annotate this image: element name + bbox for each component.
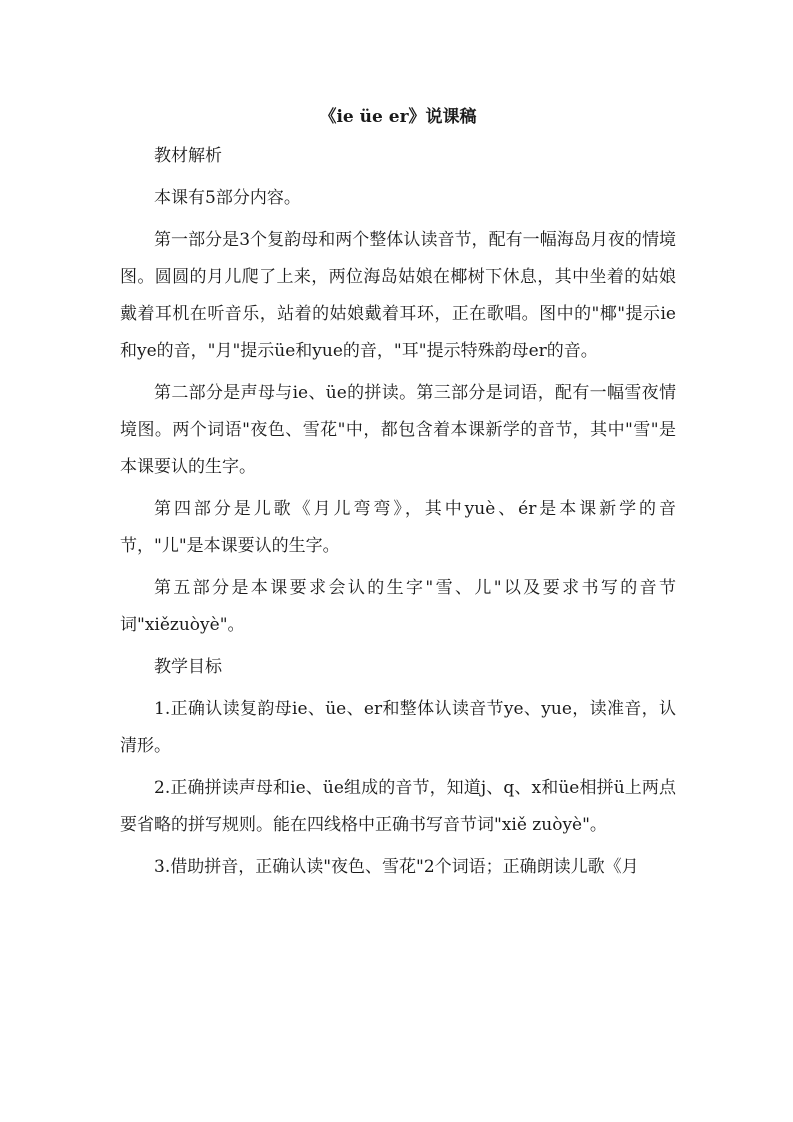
section-heading-teaching-goals: 教学目标 — [154, 657, 222, 677]
goal-item: 2.正确拼读声母和ie、üe组成的音节，知道j、q、x和üe相拼ü上两点要省略的拼写规则。能在四线格中正确书写音节词"xiě zuòyè"。 — [120, 778, 676, 835]
paragraph: 第五部分是本课要求会认的生字"雪、儿"以及要求书写的音节词"xiězuòyè"。 — [120, 578, 676, 635]
paragraph: 本课有5部分内容。 — [154, 188, 301, 208]
paragraph: 第四部分是儿歌《月儿弯弯》，其中yuè、ér是本课新学的音节，"儿"是本课要认的生字。 — [120, 499, 676, 556]
document-content — [120, 100, 676, 891]
document-title: 《ie üe er》说课稿 — [319, 107, 477, 127]
goal-item: 3.借助拼音，正确认读"夜色、雪花"2个词语；正确朗读儿歌《月 — [154, 857, 639, 877]
section-heading-textbook-analysis: 教材解析 — [154, 146, 222, 166]
paragraph: 第二部分是声母与ie、üe的拼读。第三部分是词语，配有一幅雪夜情境图。两个词语"夜色、雪花"中，都包含着本课新学的音节，其中"雪"是本课要认的生字。 — [120, 383, 676, 477]
goal-item: 1.正确认读复韵母ie、üe、er和整体认读音节ye、yue，读准音，认清形。 — [120, 699, 676, 756]
paragraph: 第一部分是3个复韵母和两个整体认读音节，配有一幅海岛月夜的情境图。圆圆的月儿爬了上来，两位海岛姑娘在椰树下休息，其中坐着的姑娘戴着耳机在听音乐，站着的姑娘戴着耳环，正在歌唱。图中的"椰"提示ie和ye的音，"月"提示üe和yue的音，"耳"提示特殊韵母er的音。 — [120, 230, 676, 361]
